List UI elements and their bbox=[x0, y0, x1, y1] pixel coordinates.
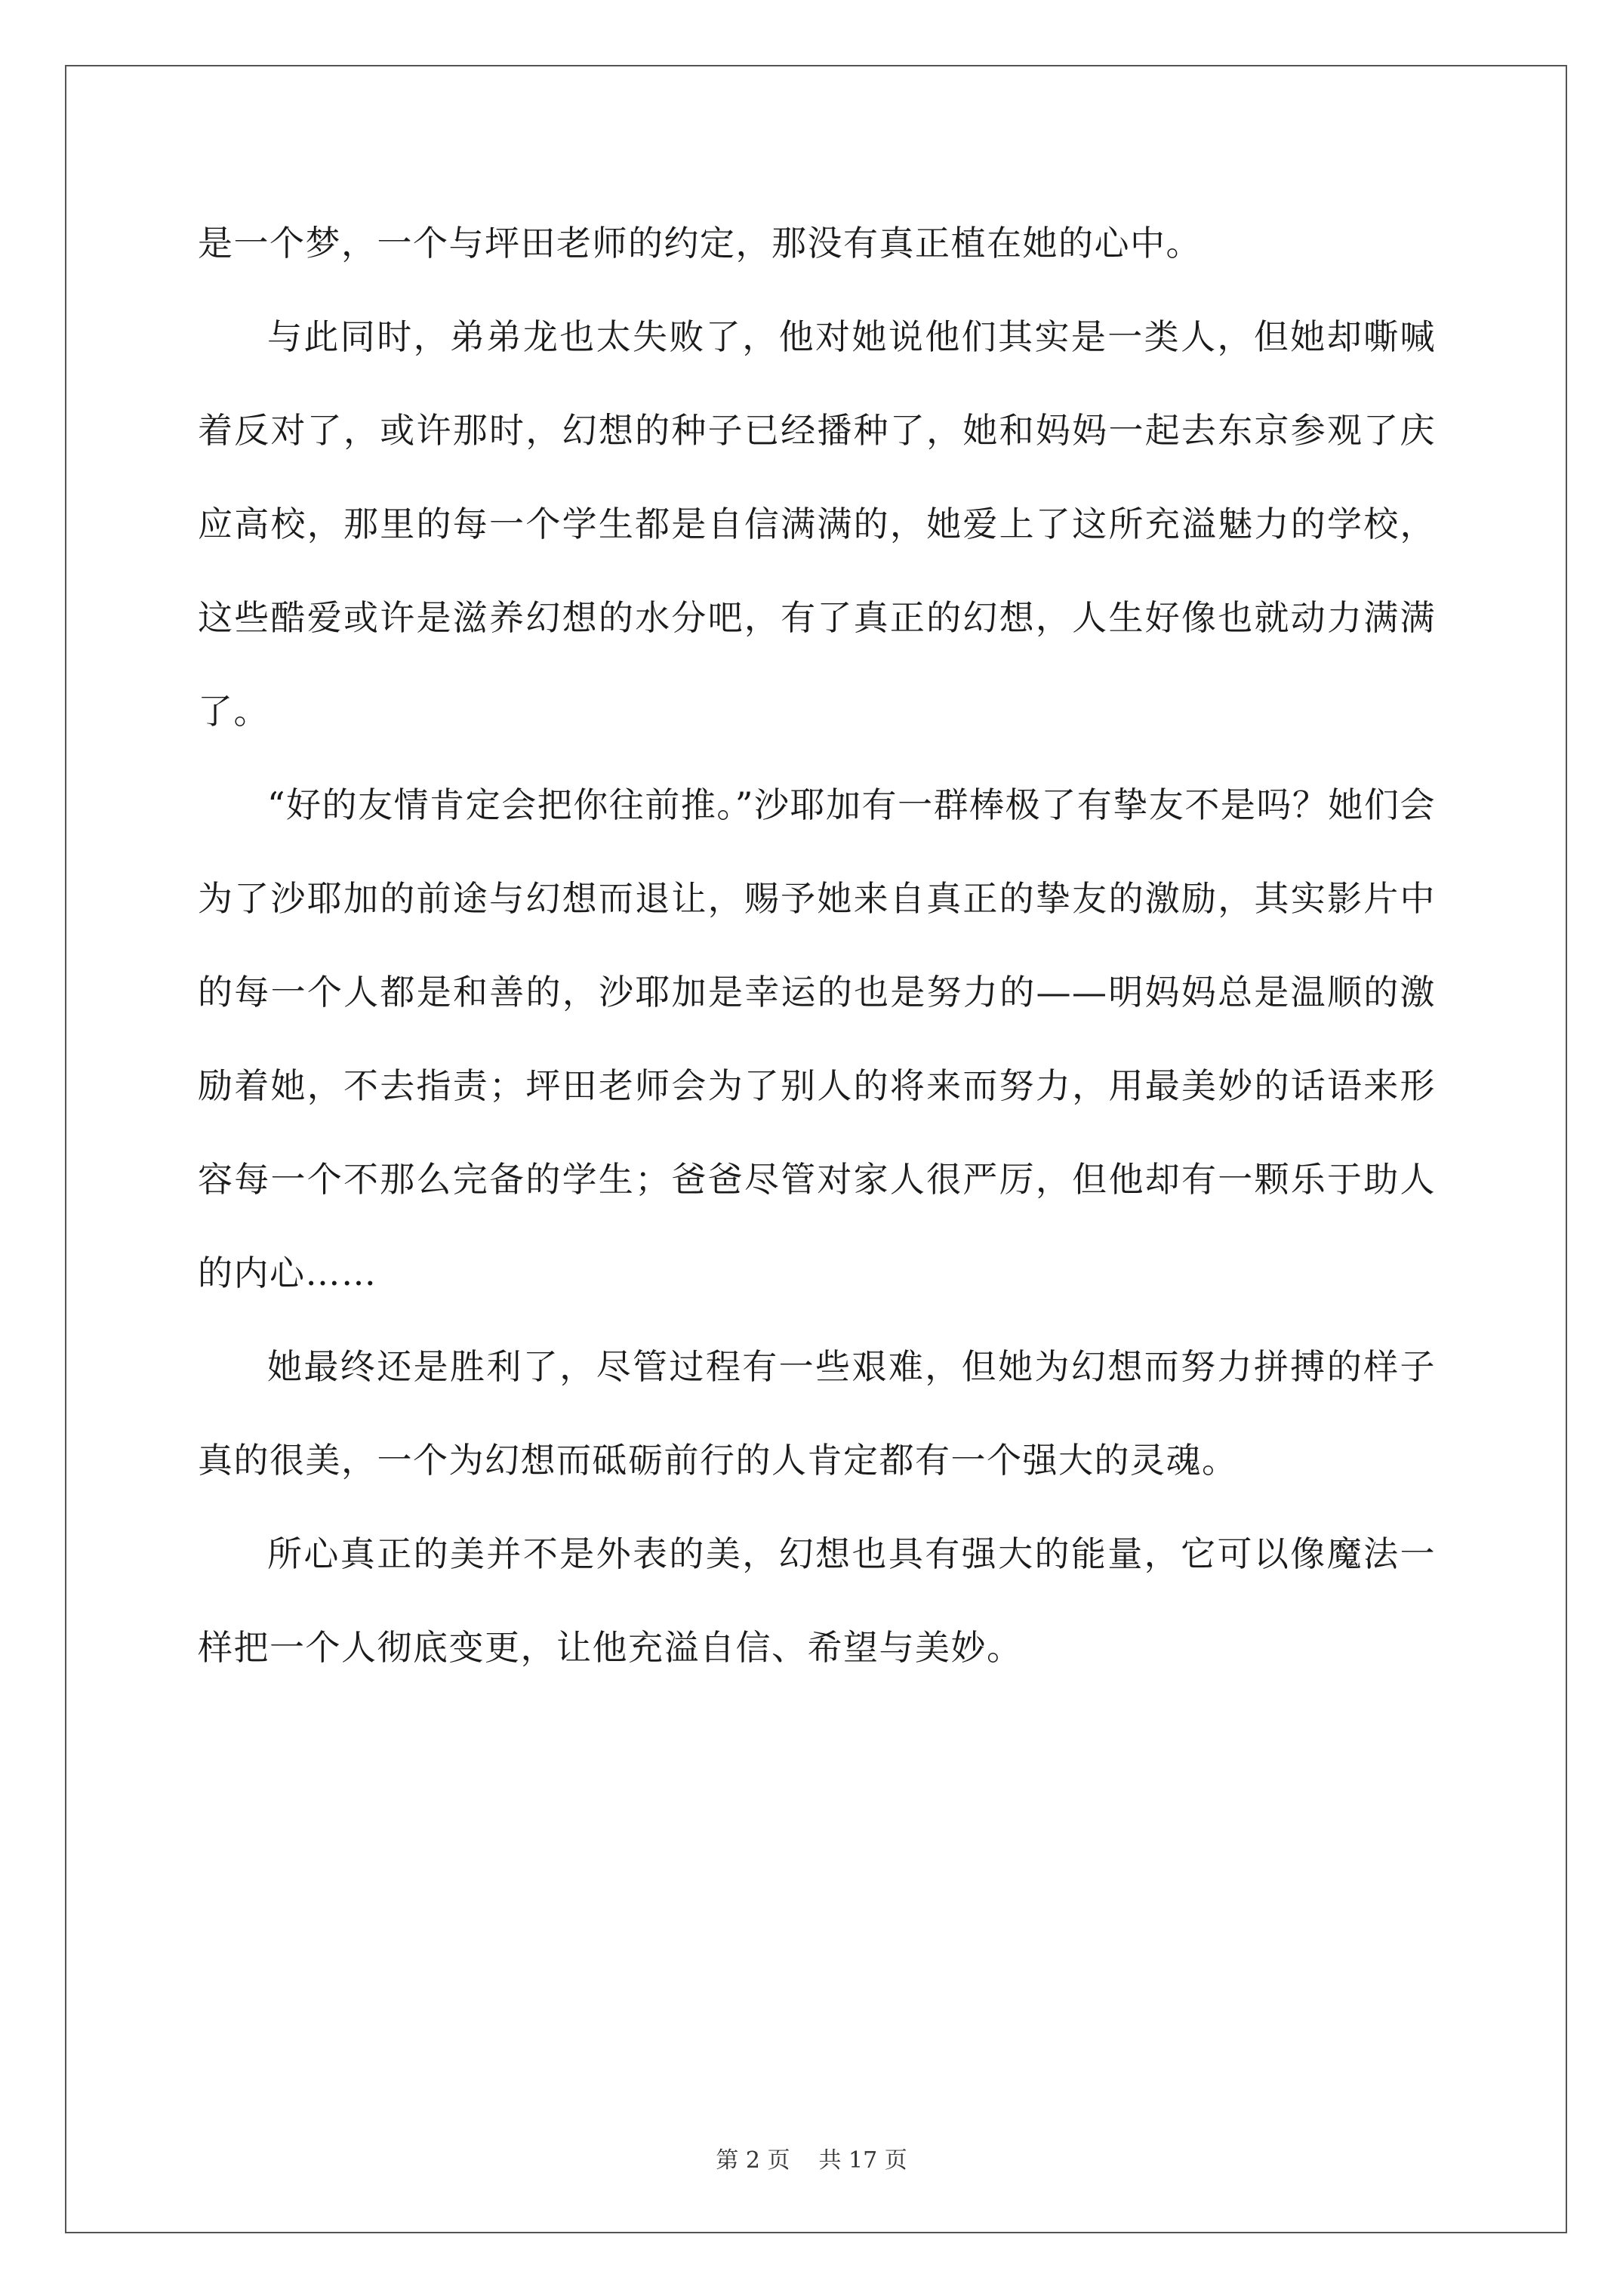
page-total: 共 17 页 bbox=[818, 2147, 907, 2174]
paragraph-1: 是一个梦，一个与坪田老师的约定，那没有真正植在她的心中。 bbox=[198, 223, 1202, 264]
paragraph-2: 与此同时，弟弟龙也太失败了，他对她说他们其实是一类人，但她却嘶喊着反对了，或许那时，幻想的种子已经播种了，她和妈妈一起去东京参观了庆应高校，那里的每一个学生都是自信满满的，她爱上了这所充溢魅力的学校，这些酷爱或许是滋养幻想的水分吧，有了真正的幻想，人生好像也就动力满满了。 bbox=[198, 316, 1436, 732]
paragraph-4: 她最终还是胜利了，尽管过程有一些艰难，但她为幻想而努力拼搏的样子真的很美，一个为幻想而砥砺前行的人肯定都有一个强大的灵魂。 bbox=[198, 1346, 1436, 1481]
paragraph-5: 所心真正的美并不是外表的美，幻想也具有强大的能量，它可以像魔法一样把一个人彻底变更，让他充溢自信、希望与美妙。 bbox=[198, 1533, 1436, 1668]
paragraph-3: “好的友情肯定会把你往前推。”沙耶加有一群棒极了有挚友不是吗？她们会为了沙耶加的前途与幻想而退让，赐予她来自真正的挚友的激励，其实影片中的每一个人都是和善的，沙耶加是幸运的也是努力的——明妈妈总是温顺的激励着她，不去指责；坪田老师会为了别人的将来而努力，用最美妙的话语来形容每一个不那么完备的学生；爸爸尽管对家人很严厉，但他却有一颗乐于助人的内心…… bbox=[198, 784, 1436, 1293]
document-body bbox=[198, 196, 1436, 1694]
page-number: 第 2 页 bbox=[716, 2147, 790, 2174]
page-footer bbox=[0, 2141, 1623, 2174]
